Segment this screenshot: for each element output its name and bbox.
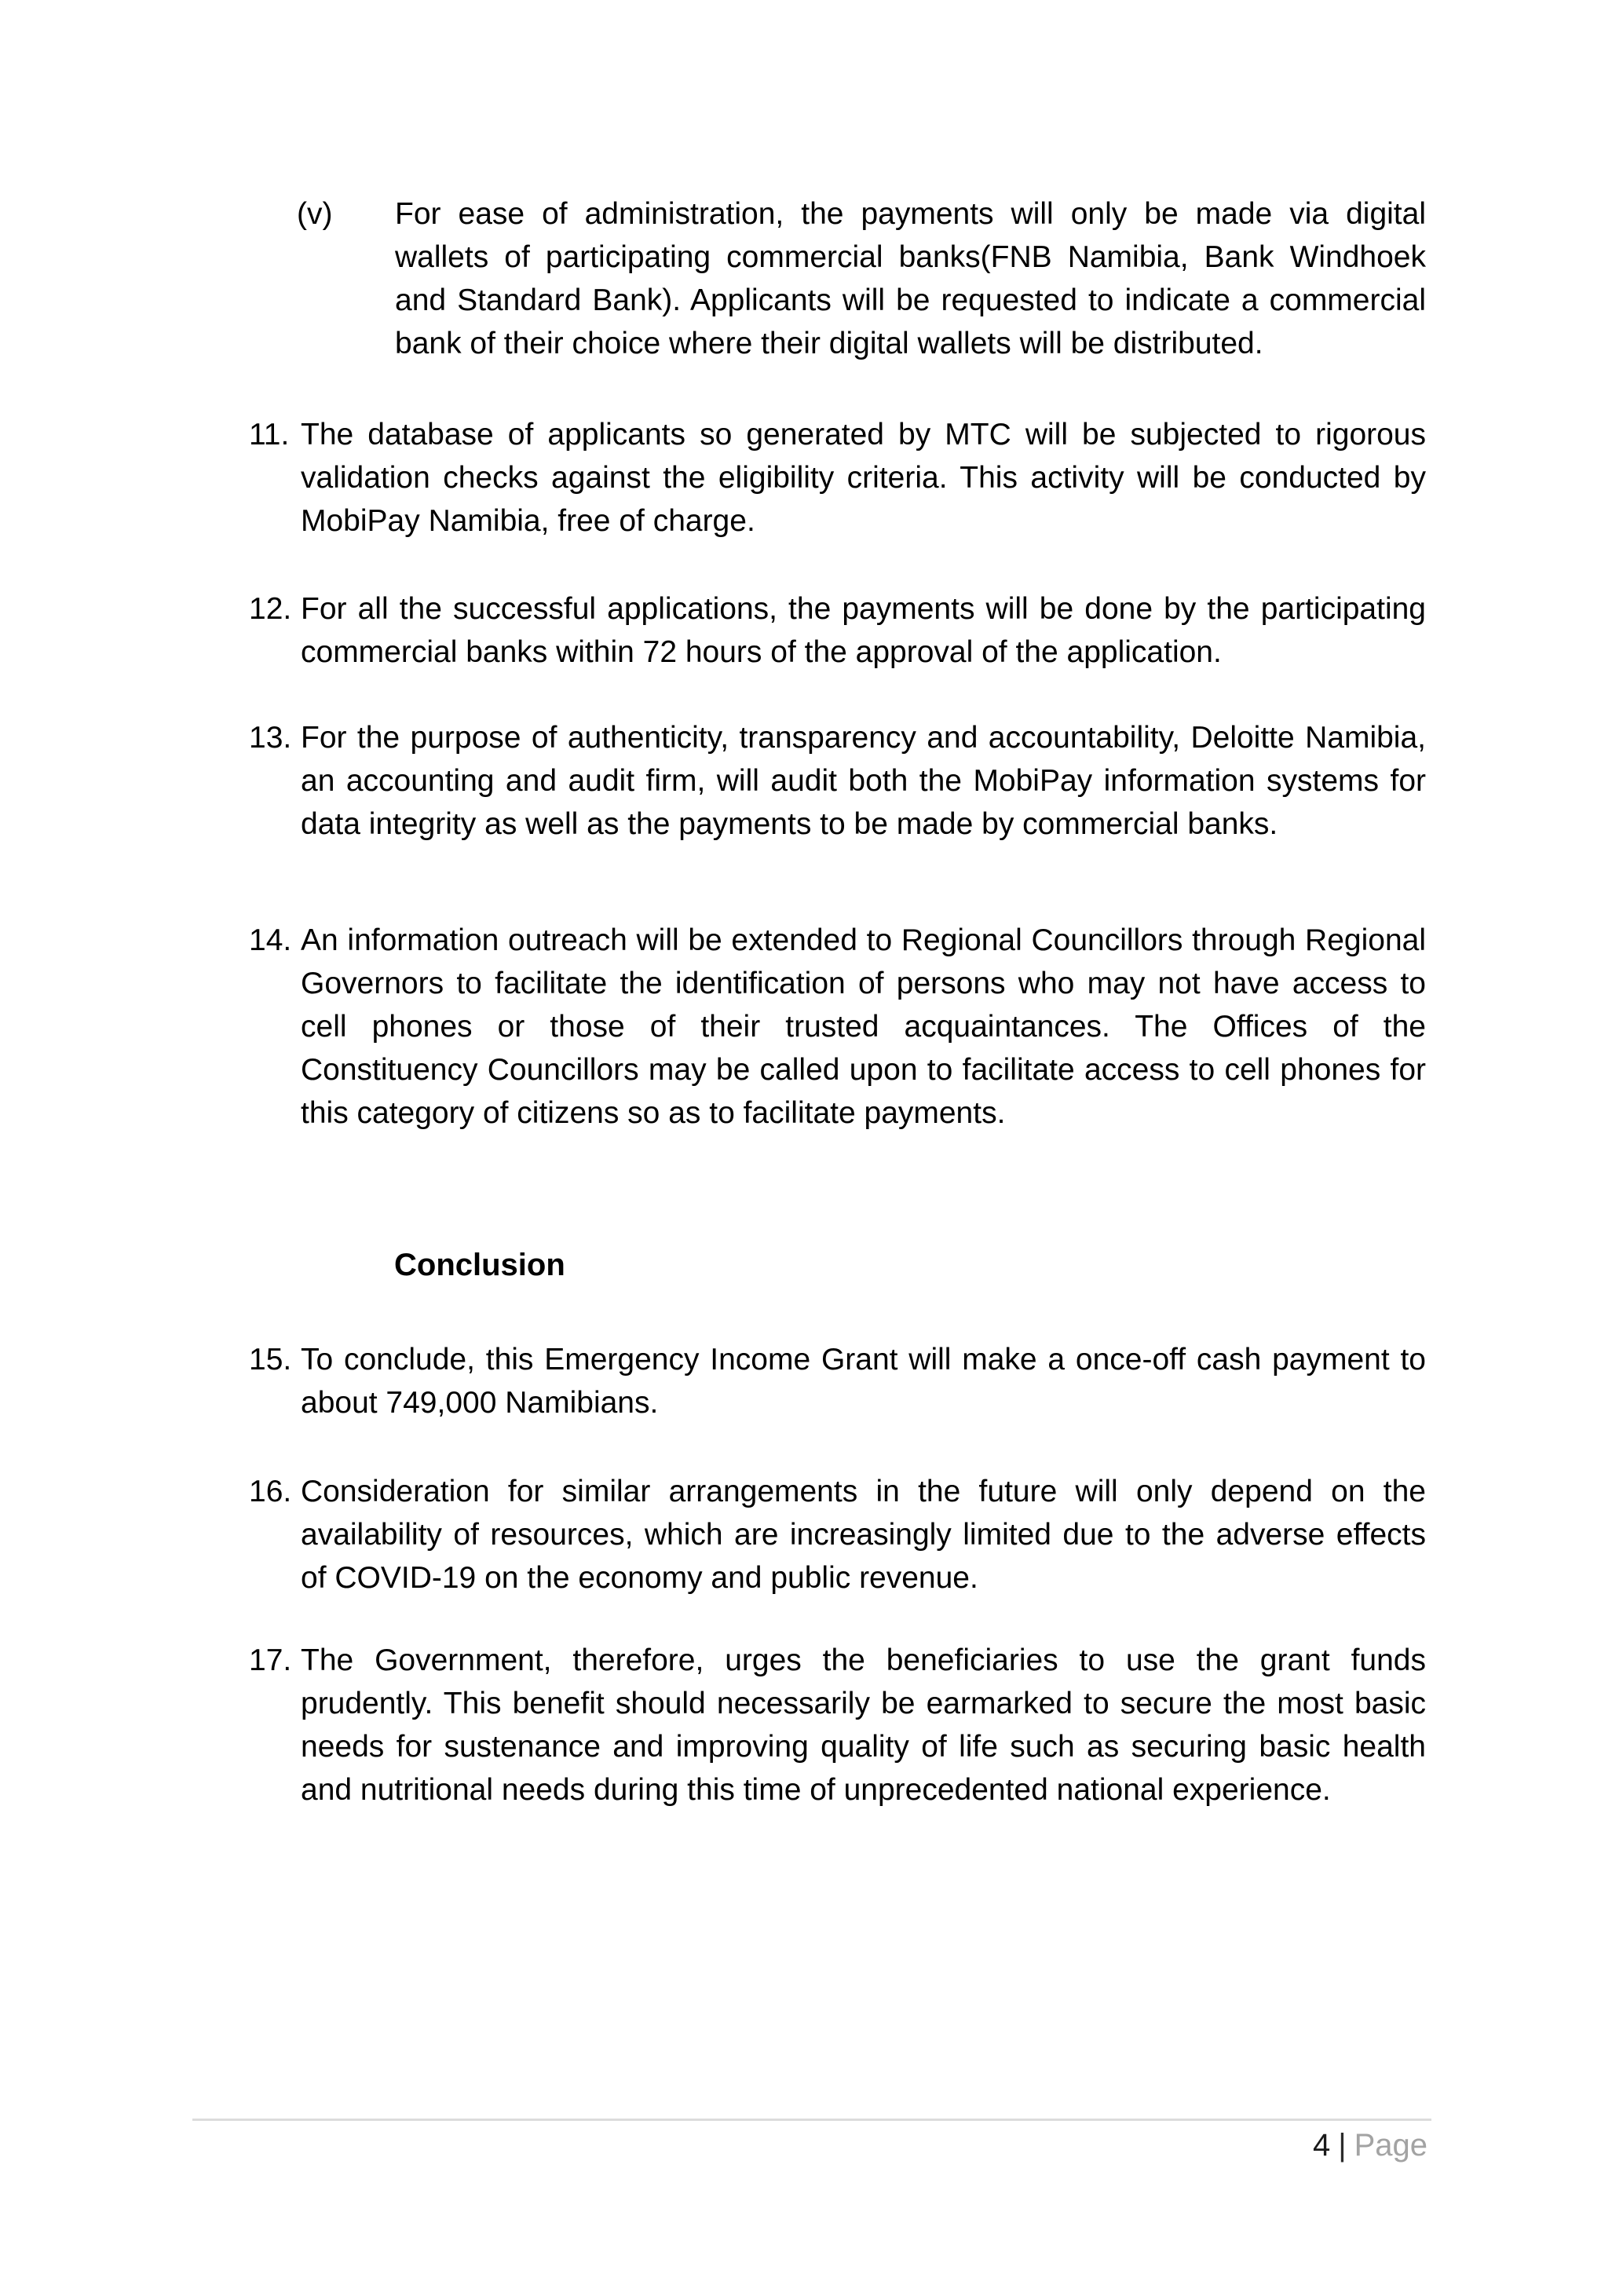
list-marker-14: 14. <box>249 923 292 957</box>
list-item-15 <box>249 1338 1426 1424</box>
list-marker-15: 15. <box>249 1343 292 1377</box>
list-marker-17: 17. <box>249 1643 292 1677</box>
paragraph-text: To conclude, this Emergency Income Grant will make a once-off cash payment to about 749,000 Namibians. <box>301 1343 1426 1420</box>
list-item-13 <box>249 716 1426 846</box>
list-item-v <box>297 192 1426 365</box>
list-marker-13: 13. <box>249 721 292 755</box>
paragraph-text: An information outreach will be extended to Regional Councillors through Regional Governors to facilitate the identification of persons who may not have access to cell phones or those of their trusted acquaintances. The Offices of the Constituency Councillors may be called upon to facilitate access to cell phones for this category of citizens so as to facilitate payments. <box>301 923 1426 1130</box>
list-marker-16: 16. <box>249 1475 292 1508</box>
paragraph-text: The Government, therefore, urges the beneficiaries to use the grant funds prudently. This benefit should necessarily be earmarked to secure the most basic needs for sustenance and improving quality of life such as securing basic health and nutritional needs during this time of unprecedented national experience. <box>301 1643 1426 1807</box>
list-item-11 <box>249 413 1426 543</box>
list-item-17 <box>249 1639 1426 1812</box>
page-footer-label: Page <box>1354 2128 1427 2163</box>
list-item-16 <box>249 1470 1426 1600</box>
page-number-separator: | <box>1338 2128 1347 2163</box>
paragraph-text: For the purpose of authenticity, transparency and accountability, Deloitte Namibia, an accounting and audit firm, will audit both the MobiPay information systems for data integrity as well as the payments to be made by commercial banks. <box>301 721 1426 841</box>
paragraph-text: For all the successful applications, the payments will be done by the participating commercial banks within 72 hours of the approval of the application. <box>301 592 1426 669</box>
footer-divider <box>192 2119 1431 2121</box>
list-marker-v: (v) <box>297 197 333 231</box>
list-item-12 <box>249 587 1426 674</box>
paragraph-text: The database of applicants so generated by MTC will be subjected to rigorous validation checks against the eligibility criteria. This activity will be conducted by MobiPay Namibia, free of charge. <box>301 418 1426 538</box>
paragraph-text: Consideration for similar arrangements in the future will only depend on the availability of resources, which are increasingly limited due to the adverse effects of COVID-19 on the economy and public revenue. <box>301 1475 1426 1595</box>
page-number: 4 <box>1312 2128 1331 2163</box>
document-body <box>249 192 1426 1812</box>
list-marker-12: 12. <box>249 592 292 626</box>
page-footer <box>1313 2126 1427 2164</box>
section-heading-conclusion: Conclusion <box>394 1248 565 1282</box>
list-item-14 <box>249 919 1426 1135</box>
paragraph-text: For ease of administration, the payments will only be made via digital wallets of participating commercial banks(FNB Namibia, Bank Windhoek and Standard Bank). Applicants will be requested to indicate a commercial bank of their choice where their digital wallets will be distributed. <box>395 197 1426 360</box>
list-marker-11: 11. <box>249 418 290 452</box>
